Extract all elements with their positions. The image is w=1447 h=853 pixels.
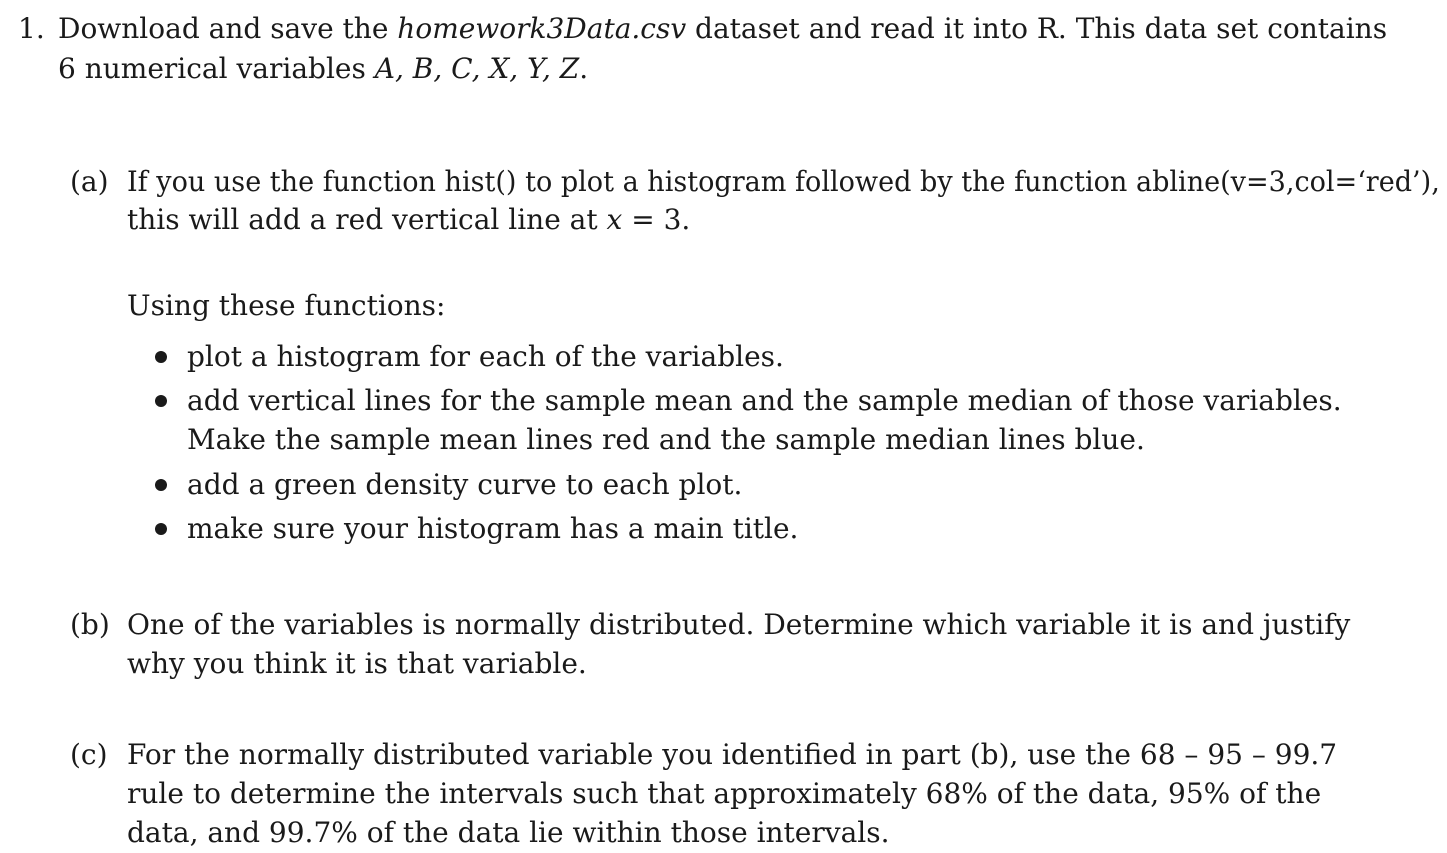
part-b-line-1: One of the variables is normally distributed. Determine which variable it is and justify (127, 608, 1351, 641)
bullet-item-4: make sure your histogram has a main title. (187, 512, 799, 545)
question-number: 1. (18, 12, 45, 45)
part-a-label: (a) (70, 165, 109, 198)
bullet-dot-4 (155, 523, 167, 535)
part-c-line-2: rule to determine the intervals such that approximately 68% of the data, 95% of the (127, 777, 1322, 810)
bullet-item-2: add vertical lines for the sample mean and the sample median of those variables. (187, 384, 1342, 417)
part-c-line-1: For the normally distributed variable you identified in part (b), use the 68 – 95 – 99.7 (127, 738, 1338, 771)
intro-text-pre: Download and save the (58, 12, 398, 45)
bullet-item-2-continued: Make the sample mean lines red and the sample median lines blue. (187, 423, 1145, 456)
intro-line2-post: . (579, 52, 589, 85)
variable-list: A, B, C, X, Y, Z (374, 52, 580, 85)
part-c-line-3: data, and 99.7% of the data lie within those intervals. (127, 816, 890, 849)
part-a-line2-post: = 3. (622, 203, 691, 236)
intro-text-post: dataset and read it into R. This data set contains (686, 12, 1388, 45)
question-intro-line-2 (58, 49, 588, 89)
question-intro-line-1 (58, 9, 1387, 49)
math-variable-x: x (606, 203, 623, 236)
bullet-dot-1 (155, 351, 167, 363)
bullet-dot-3 (155, 479, 167, 491)
part-c-label: (c) (70, 738, 108, 771)
bullet-dot-2 (155, 395, 167, 407)
bullet-item-1: plot a histogram for each of the variables. (187, 340, 784, 373)
dataset-filename: homework3Data.csv (397, 12, 687, 45)
part-b-line-2: why you think it is that variable. (127, 647, 587, 680)
part-a-line-1: If you use the function hist() to plot a histogram followed by the function abline(v=3,col=‘red’), (127, 165, 1440, 198)
part-b-label: (b) (70, 608, 110, 641)
part-a-line2-pre: this will add a red vertical line at (127, 203, 607, 236)
part-a-line-2 (127, 200, 690, 240)
bullet-item-3: add a green density curve to each plot. (187, 468, 743, 501)
using-functions-heading: Using these functions: (127, 289, 446, 322)
intro-line2-pre: 6 numerical variables (58, 52, 375, 85)
